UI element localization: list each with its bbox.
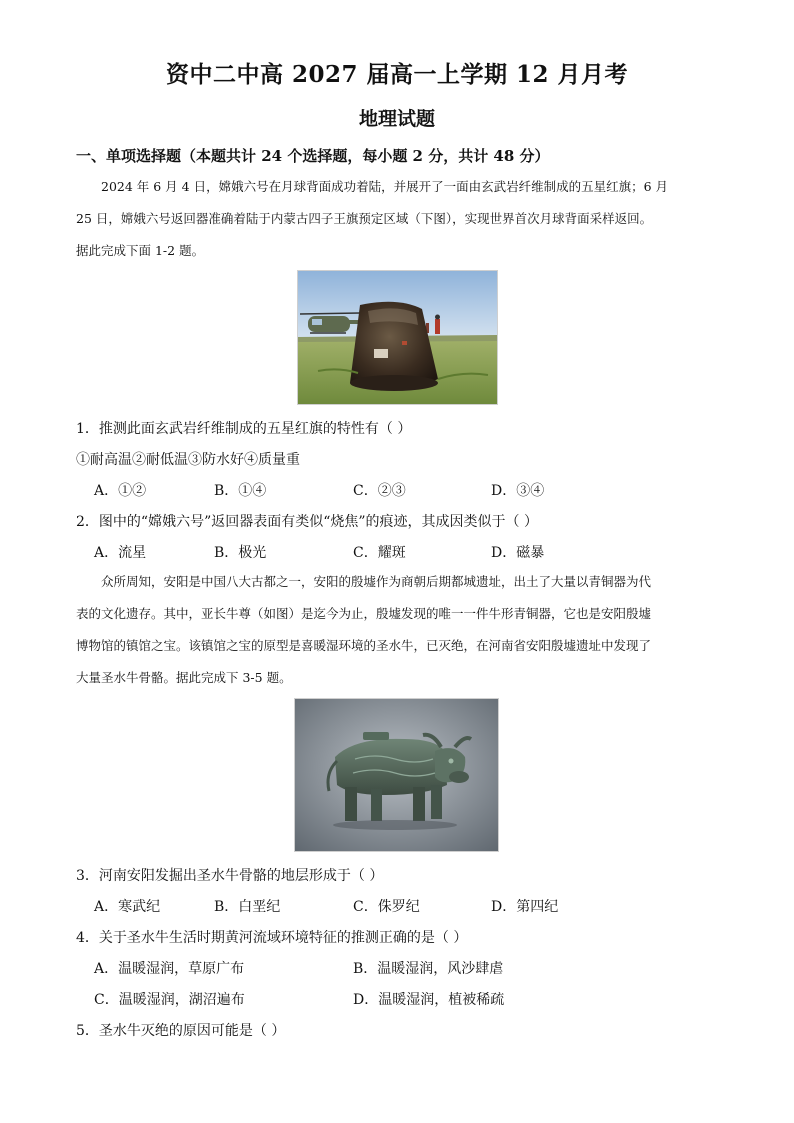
passage-2-line-4: 大量圣水牛骨骼。据此完成下 3-5 题。 <box>76 670 292 685</box>
passage-1 <box>76 171 718 267</box>
exam-subject: 地理试题 <box>358 108 435 130</box>
passage-1-line-2: 25 日，嫦娥六号返回器准确着陆于内蒙古四子王旗预定区域（下图），实现世界首次月球背面采样返回。 <box>76 211 653 226</box>
bronze-ox-image <box>295 699 498 851</box>
passage-1-line-1: 2024 年 6 月 4 日，嫦娥六号在月球背面成功着陆，并展开了一面由玄武岩纤维制成的五星红旗；6 月 <box>101 179 669 194</box>
passage-2-line-2: 表的文化遗存。其中，亚长牛尊（如图）是迄今为止，殷墟发现的唯一一件牛形青铜器，它也是安阳殷墟 <box>76 606 652 621</box>
question-3-option-b[interactable]: B．白垩纪 <box>214 899 281 915</box>
question-2-option-a[interactable]: A．流星 <box>94 545 147 561</box>
exam-title: 资中二中高 2027 届高一上学期 12 月月考 <box>165 61 629 88</box>
question-3-option-d[interactable]: D．第四纪 <box>491 899 559 915</box>
bronze-ox-photo <box>294 698 499 852</box>
section-heading: 一、单项选择题（本题共计 24 个选择题，每小题 2 分，共计 48 分） <box>76 147 550 165</box>
question-3-option-c[interactable]: C．侏罗纪 <box>353 899 420 915</box>
question-2-option-c[interactable]: C．耀斑 <box>353 545 406 561</box>
question-1-option-a[interactable]: A．①② <box>94 483 147 499</box>
capsule-photo-image <box>298 271 497 404</box>
passage-2-line-1: 众所周知，安阳是中国八大古都之一，安阳的殷墟作为商朝后期都城遗址，出土了大量以青铜器为代 <box>101 574 652 589</box>
question-4-stem: 4．关于圣水牛生活时期黄河流域环境特征的推测正确的是（ ） <box>76 930 468 946</box>
question-4-option-c[interactable]: C．温暖湿润，湖沼遍布 <box>94 992 245 1008</box>
capsule-photo <box>297 270 498 405</box>
question-3-option-a[interactable]: A．寒武纪 <box>94 899 161 915</box>
question-2-option-d[interactable]: D．磁暴 <box>491 545 545 561</box>
question-4-option-a[interactable]: A．温暖湿润，草原广布 <box>94 961 245 977</box>
question-5-stem: 5．圣水牛灭绝的原因可能是（ ） <box>76 1023 286 1039</box>
question-1-option-b[interactable]: B．①④ <box>214 483 267 499</box>
question-3-stem: 3．河南安阳发掘出圣水牛骨骼的地层形成于（ ） <box>76 868 384 884</box>
question-2-option-b[interactable]: B．极光 <box>214 545 267 561</box>
question-4-option-d[interactable]: D．温暖湿润，植被稀疏 <box>353 992 505 1008</box>
question-2-stem: 2．图中的“嫦娥六号”返回器表面有类似“烧焦”的痕迹，其成因类似于（ ） <box>76 514 538 530</box>
question-1-stem: 1．推测此面玄武岩纤维制成的五星红旗的特性有（ ） <box>76 421 412 437</box>
passage-2-line-3: 博物馆的镇馆之宝。该镇馆之宝的原型是喜暖湿环境的圣水牛，已灭绝，在河南省安阳殷墟遗址中发现了 <box>76 638 652 653</box>
question-1-option-c[interactable]: C．②③ <box>353 483 406 499</box>
question-1-option-d[interactable]: D．③④ <box>491 483 545 499</box>
question-1-items: ①耐高温②耐低温③防水好④质量重 <box>76 452 300 468</box>
passage-1-line-3: 据此完成下面 1-2 题。 <box>76 243 205 258</box>
question-4-option-b[interactable]: B．温暖湿润，风沙肆虐 <box>353 961 504 977</box>
passage-2 <box>76 566 718 694</box>
